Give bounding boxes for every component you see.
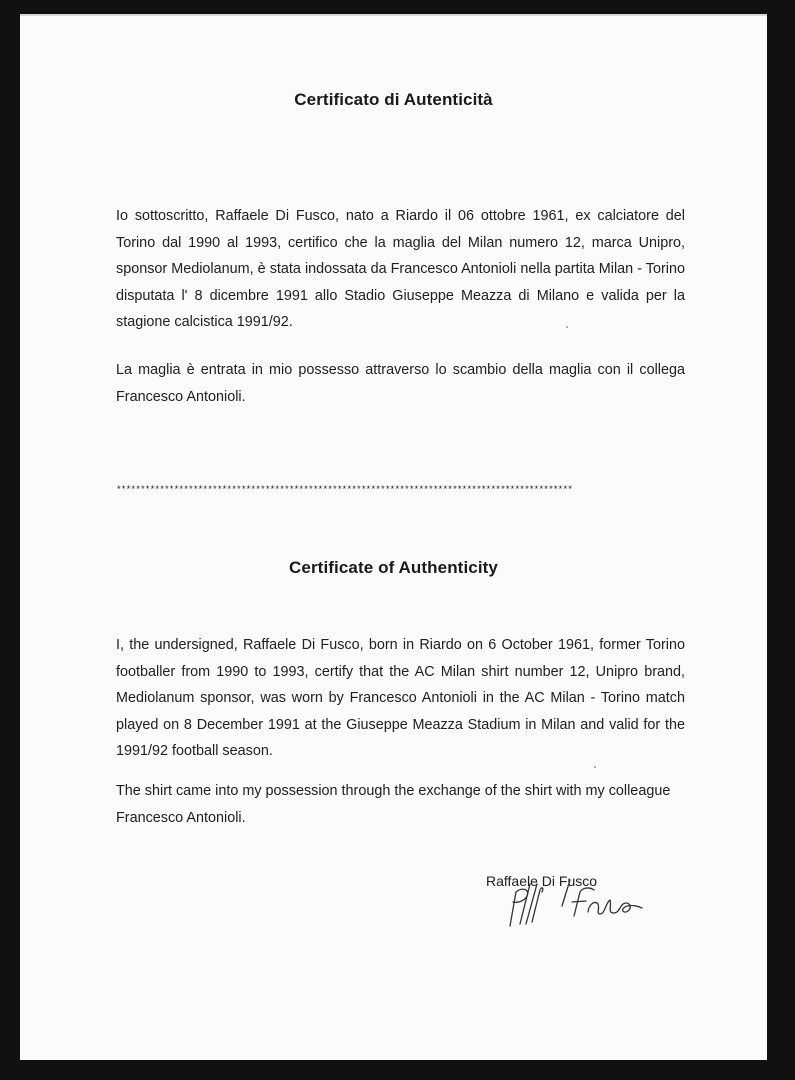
english-title: Certificate of Authenticity	[289, 558, 498, 577]
english-paragraph-2: The shirt came into my possession through the exchange of the shirt with my colleague Francesco Antonioli.	[116, 783, 671, 826]
certificate-page	[20, 14, 767, 1060]
italian-title: Certificato di Autenticità	[294, 90, 493, 109]
scan-edge	[20, 14, 767, 16]
english-paragraph-1: I, the undersigned, Raffaele Di Fusco, born in Riardo on 6 October 1961, former Torino footballer from 1990 to 1993, certify that the AC Milan shirt number 12, Unipro brand, Mediolanum sponsor, was worn by Francesco Antonioli in the AC Milan - Torino match played on 8 December 1991 at the Giuseppe Meazza Stadium in Milan and valid for the 1991/92 football season.	[116, 637, 685, 759]
italian-paragraph-1: Io sottoscritto, Raffaele Di Fusco, nato a Riardo il 06 ottobre 1961, ex calciatore del Torino dal 1990 al 1993, certifico che la maglia del Milan numero 12, marca Unipro, sponsor Mediolanum, è stata indossata da Francesco Antonioli nella partita Milan - Torino disputata l' 8 dicembre 1991 allo Stadio Giuseppe Meazza di Milano e valida per la stagione calcistica 1991/92.	[116, 208, 685, 330]
scan-speck	[594, 766, 596, 768]
handwritten-signature-icon	[470, 870, 650, 940]
signatory-name: Raffaele Di Fusco	[486, 873, 598, 889]
italian-paragraph-2: La maglia è entrata in mio possesso attraverso lo scambio della maglia con il collega Francesco Antonioli.	[116, 362, 685, 405]
asterisk-divider: ***********************************************************************************************	[116, 484, 573, 495]
signature-block	[470, 870, 650, 940]
scan-speck	[566, 326, 568, 328]
